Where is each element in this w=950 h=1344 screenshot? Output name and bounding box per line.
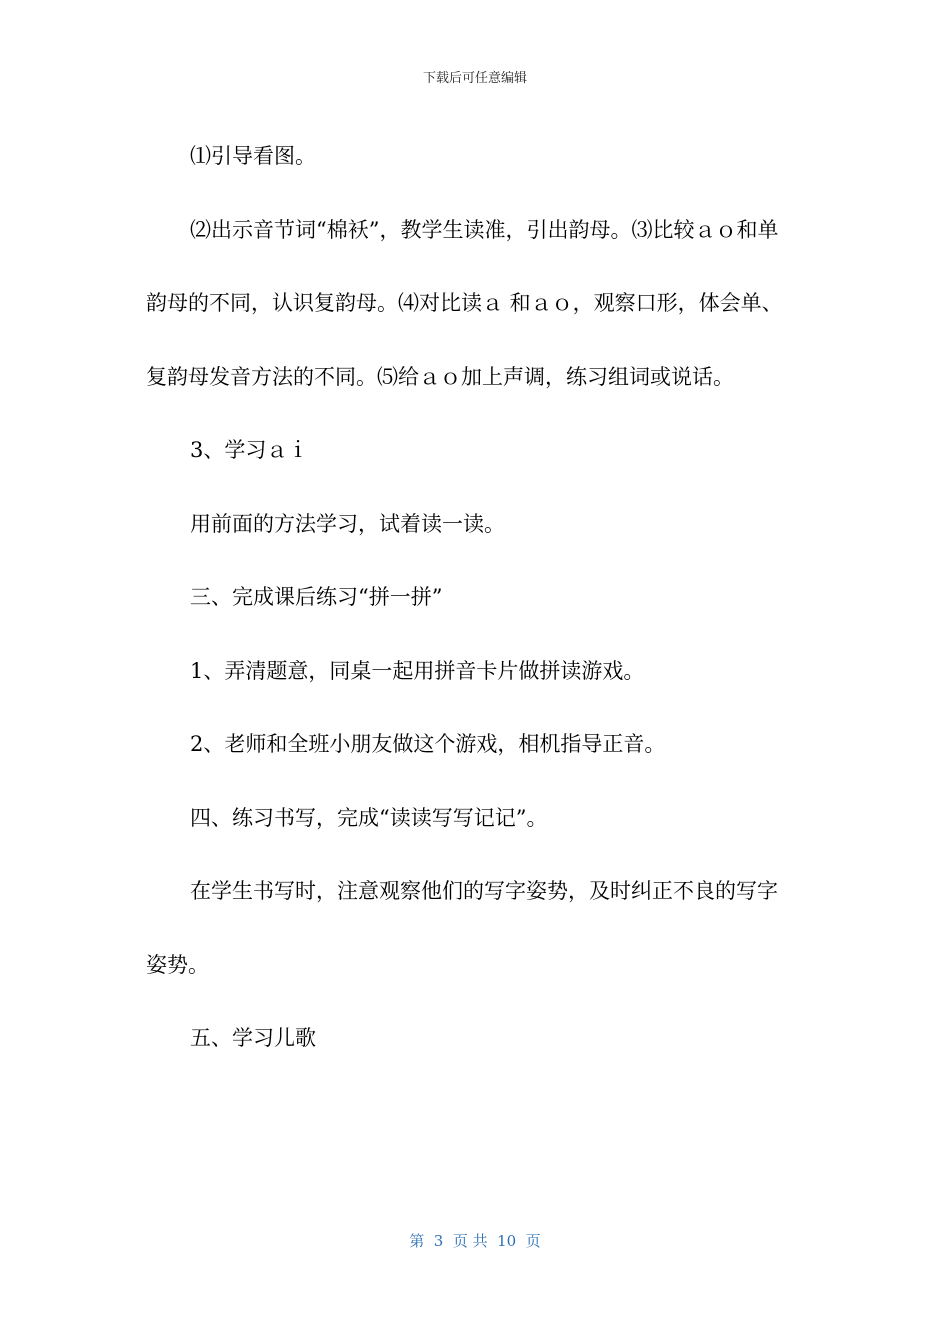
paragraph-same-method: 用前面的方法学习，试着读一读。 <box>190 511 505 536</box>
section-heading-writing: 四、练习书写，完成“读读写写记记”。 <box>190 805 548 830</box>
paragraph-exercise-2: 2、老师和全班小朋友做这个游戏，相机指导正音。 <box>190 732 666 756</box>
paragraph-learn-ai: 3、学习ａｉ <box>190 438 309 462</box>
page-number-footer: 第 3 页 共 10 页 <box>409 1232 541 1250</box>
section-heading-exercise: 三、完成课后练习“拼一拼” <box>190 585 443 609</box>
paragraph-syllable-instruction: ⑵出示音节词“棉袄”，教学生读准，引出韵母。⑶比较ａｏ和单韵母的不同，认识复韵母。⑷对比读ａ 和ａｏ，观察口形，体会单、复韵母发音方法的不同。⑸给ａｏ加上声调，练习组词或说话。 <box>146 217 783 389</box>
paragraph-writing-posture: 在学生书写时，注意观察他们的写字姿势，及时纠正不良的写字姿势。 <box>146 879 778 977</box>
paragraph-exercise-1: 1、弄清题意，同桌一起用拼音卡片做拼读游戏。 <box>190 658 645 683</box>
section-heading-nursery-rhyme: 五、学习儿歌 <box>190 1026 316 1050</box>
paragraph-look-at-picture: ⑴引导看图。 <box>190 144 316 168</box>
page-header: 下载后可任意编辑 <box>422 71 527 86</box>
document-body <box>146 120 796 1076</box>
